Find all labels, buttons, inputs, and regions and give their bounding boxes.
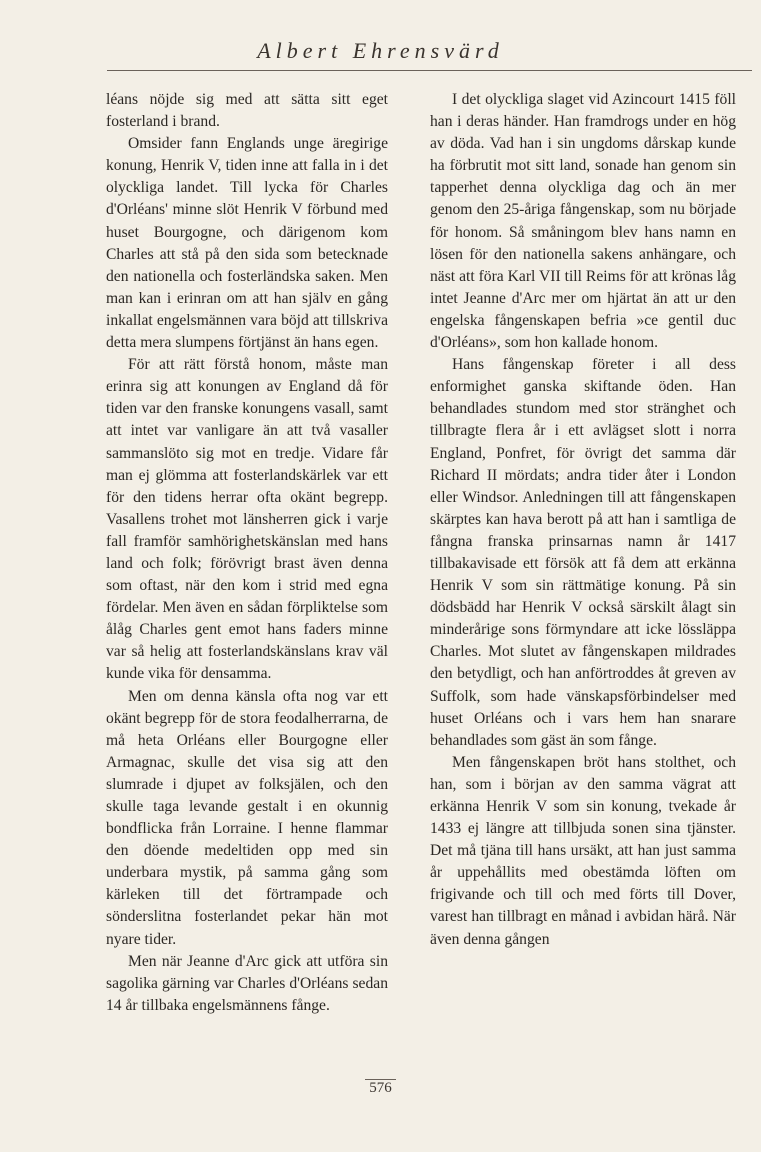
paragraph: Men fångenskapen bröt hans stolthet, och han, som i början av den samma vägrat att erkänna Henrik V som sin konung, tvekade år 1433 ej längre att tillbjuda sonen sina tjänster. Det må tjäna till hans ursäkt, att han just samma år uppehållits med obestämda löften om frigivande och till och med förts till Dover, varest han tillbragt en månad i avbidan härå. När även denna gången bbox=[430, 753, 736, 948]
left-column bbox=[106, 89, 388, 1017]
paragraph: Omsider fann Englands unge äregirige konung, Henrik V, tiden inne att falla in i det olyckliga landet. Till lycka för Charles d'Orléans' minne slöt Henrik V förbund med huset Bourgogne, och därigenom kom Charles att stå på den sida som betecknade den nationella och fosterländska saken. Men man kan i erinran om att han själv en gång inkallat engelsmännen vara böjd att tillskriva detta mera slumpens förtjänst än hans egen. bbox=[106, 135, 388, 352]
header-rule bbox=[107, 70, 752, 71]
paragraph: Men om denna känsla ofta nog var ett okänt begrepp för de stora feodalherrarna, de må heta Orléans eller Bourgogne eller Armagnac, skulle det visa sig att den slumrade i djupet av folksjälen, och den skulle taga levande gestalt i en okunnig bondflicka från Lorraine. I henne flammar den döende medeltiden opp med sin underbara mystik, på samma gång som kärleken till det förtrampade och sönderslitna fosterlandet pekar hän mot nyare tider. bbox=[106, 687, 388, 948]
paragraph: För att rätt förstå honom, måste man erinra sig att konungen av England då för tiden var den franske konungens vasall, samt att intet var vanligare än att två vasaller sammanslöto sig mot en tredje. Vidare får man ej glömma att fosterlandskärlek var ett för den tidens herrar ofta okänt begrepp. Vasallens trohet mot länsherren gick i varje fall framför samhörighetskänslan med hans land och folk; förövrigt brast även denna som oftast, när den kom i strid med egna fördelar. Men även en sådan förpliktelse som ålåg Charles gent emot hans faders minne var så helig att fosterlandskänslans krav väl kunde vika för densamma. bbox=[106, 356, 388, 683]
paragraph: I det olyckliga slaget vid Azincourt 1415 föll han i deras händer. Han framdrogs under en hög av döda. Vad han i sin ungdoms dårskap kunde ha förbrutit mot sitt land, sonade han genom sin tapperhet denna olyckliga dag och än mer genom den 25-åriga fångenskap, som nu började för honom. Så småningom blev hans namn en lösen för den nationella sakens anhängare, och näst att föra Karl VII till Reims för att krönas låg intet Jeanne d'Arc mer om hjärtat än att ur den engelska fångenskapen befria »ce gentil duc d'Orléans», som hon kallade honom. bbox=[430, 91, 736, 352]
paragraph: léans nöjde sig med att sätta sitt eget fosterland i brand. bbox=[106, 91, 388, 131]
paragraph: Men när Jeanne d'Arc gick att utföra sin sagolika gärning var Charles d'Orléans sedan 14 år tillbaka engelsmännens fånge. bbox=[106, 952, 388, 1014]
page-number-text: 576 bbox=[365, 1079, 396, 1096]
running-title: Albert Ehrensvärd bbox=[257, 38, 504, 63]
paragraph: Hans fångenskap företer i all dess enformighet ganska skiftande öden. Han behandlades stundom med stor stränghet och tillbragte flera år i ett avlägset slott i norra England, Ponfret, för övrigt det samma där Richard II mördats; andra tider åter i London eller Windsor. Anledningen till att fångenskapen skärptes kan hava berott på att han i samtliga de fångna franska prinsarnas namn år 1417 tillbakavisade ett försök att få dem att erkänna Henrik V som sin rättmätige konung. På sin dödsbädd har Henrik V också särskilt ålagt sin minderårige sons förmyndare att icke lössläppa Charles. Mot slutet av fångenskapen mildrades den betydligt, och han anförtroddes åt greven av Suffolk, som hade vänskapsförbindelser med huset Orléans och i vars hem han snarare behandlades som gäst än som fånge. bbox=[430, 356, 736, 749]
right-column bbox=[430, 89, 736, 951]
page-number bbox=[0, 1080, 761, 1097]
